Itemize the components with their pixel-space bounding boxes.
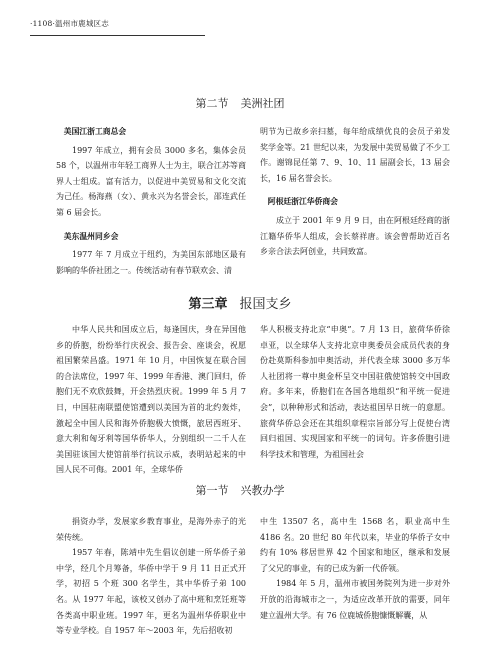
education-right-column xyxy=(260,514,450,623)
paragraph: 中华人民共和国成立后，每逢国庆，身在异国他乡的侨胞，纷纷举行庆祝会、报告会、座谈会，祝愿祖国繁荣昌盛。1971 年 10 月，中国恢复在联合国的合法席位，1997 年、1999 年香港、澳门回归，侨胞们无不欢欣鼓舞，开会热烈庆祝。1999 年 5 月 7 日，中国驻南联盟使馆遭到以美国为首的北约轰炸，激起全中国人民和海外侨胞极大愤慨，旅居西班牙、意大利和匈牙利等国华侨华人，分别组织一二千人在美国驻该国大使馆前举行抗议示威，表明站起来的中国人民不可侮。2001 年，全球华侨 xyxy=(56,325,246,475)
section-number: 第一节 xyxy=(195,484,229,497)
paragraph: 1984 年 5 月，温州市被国务院列为进一步对外开放的沿海城市之一，为适应改革开放的需要，同年建立温州大学。有 76 位鹿城侨胞慷慨解囊，从 xyxy=(260,579,450,620)
americas-right-column xyxy=(260,124,450,260)
paragraph: 1977 年 7 月成立于纽约，为美国东部地区最有影响的华侨社团之一。传统活动有春节联欢会、清 xyxy=(56,250,246,275)
chapter-title: 报国支乡 xyxy=(239,297,292,312)
chapter-number: 第三章 xyxy=(188,297,228,312)
paragraph-continued: 明节为已故乡亲扫墓，每年给成绩优良的会员子弟发奖学金等。21 世纪以来，为发展中美贸易做了不少工作。谢锦昆任第 7、9、10、11 届副会长，13 届会长，16 届名誉会长。 xyxy=(260,127,450,183)
chapter-right-column xyxy=(260,322,450,462)
chapter-left-column xyxy=(56,322,246,478)
subhead-american-chamber: 美国江浙工商总会 xyxy=(63,127,127,136)
education-left-column xyxy=(56,514,246,639)
paragraph: 1957 年春，陈靖中先生倡议创建一所华侨子弟中学，经几个月筹备，华侨中学于 9 月 11 日正式开学，初招 5 个班 300 名学生，其中华侨子弟 100 名。从 1977 年起，该校又创办了高中班和烹饪班等各类高中职业班。1997 年，更名为温州华侨职业中等专业学校。自 1957 年～2003 年，先后招收初 xyxy=(56,548,246,636)
subhead-argentina-chamber: 阿根廷浙江华侨商会 xyxy=(267,197,338,207)
section-heading-americas xyxy=(0,95,480,111)
americas-left-column xyxy=(56,124,246,278)
paragraph-continued: 华人积极支持北京“申奥”。7 月 13 日，旅荷华侨徐卓亚，以全球华人支持北京申奥委员会成员代表的身份赴莫斯科参加申奥活动，并代表全球 3000 多万华人社团将一尊中奥金杯呈交中国驻俄使馆转交中国政府。多年来，侨胞们在各国各地组织“和平统一促进会”，以种种形式和活动，表达祖国早日统一的意愿。旅荷华侨总会还在其组织章程宗旨部分写上促使台湾回归祖国、实现国家和平统一的词句。许多侨胞引进科学技术和管理，为祖国社会 xyxy=(260,325,450,459)
paragraph-continued: 中生 13507 名，高中生 1568 名，职业高中生 4186 名。20 世纪 80 年代以来，毕业的华侨子女中约有 10% 移居世界 42 个国家和地区，继承和发展了父兄的事业，有的已成为新一代侨领。 xyxy=(260,517,450,573)
section-title: 兴教办学 xyxy=(240,484,285,497)
section-title: 美洲社团 xyxy=(240,97,285,110)
chapter-heading xyxy=(0,293,480,312)
section-number: 第二节 xyxy=(195,97,229,110)
header-rule xyxy=(30,35,205,36)
paragraph: 捐资办学，发展家乡教育事业，是海外赤子的光荣传统。 xyxy=(56,517,246,542)
paragraph: 1997 年成立，拥有会员 3000 多名，集体会员 58 个，以温州市年轻工商界人士为主，联合江苏等商界人士组成。富有活力，以促进中美贸易和文化交流为己任。杨海燕（女）、黄永兴为名誉会长，邵连武任第 6 届会长。 xyxy=(56,145,246,217)
running-header: ·1108·温州市鹿城区志 xyxy=(30,19,109,28)
paragraph: 成立于 2001 年 9 月 9 日，由在阿根廷经商的浙江籍华侨华人组成，会长蔡祥唐。该会曾帮助近百名乡亲合法去阿创业，共同致富。 xyxy=(260,215,450,257)
subhead-wenzhou-association: 美东温州同乡会 xyxy=(63,231,119,241)
section-heading-education xyxy=(0,482,480,498)
